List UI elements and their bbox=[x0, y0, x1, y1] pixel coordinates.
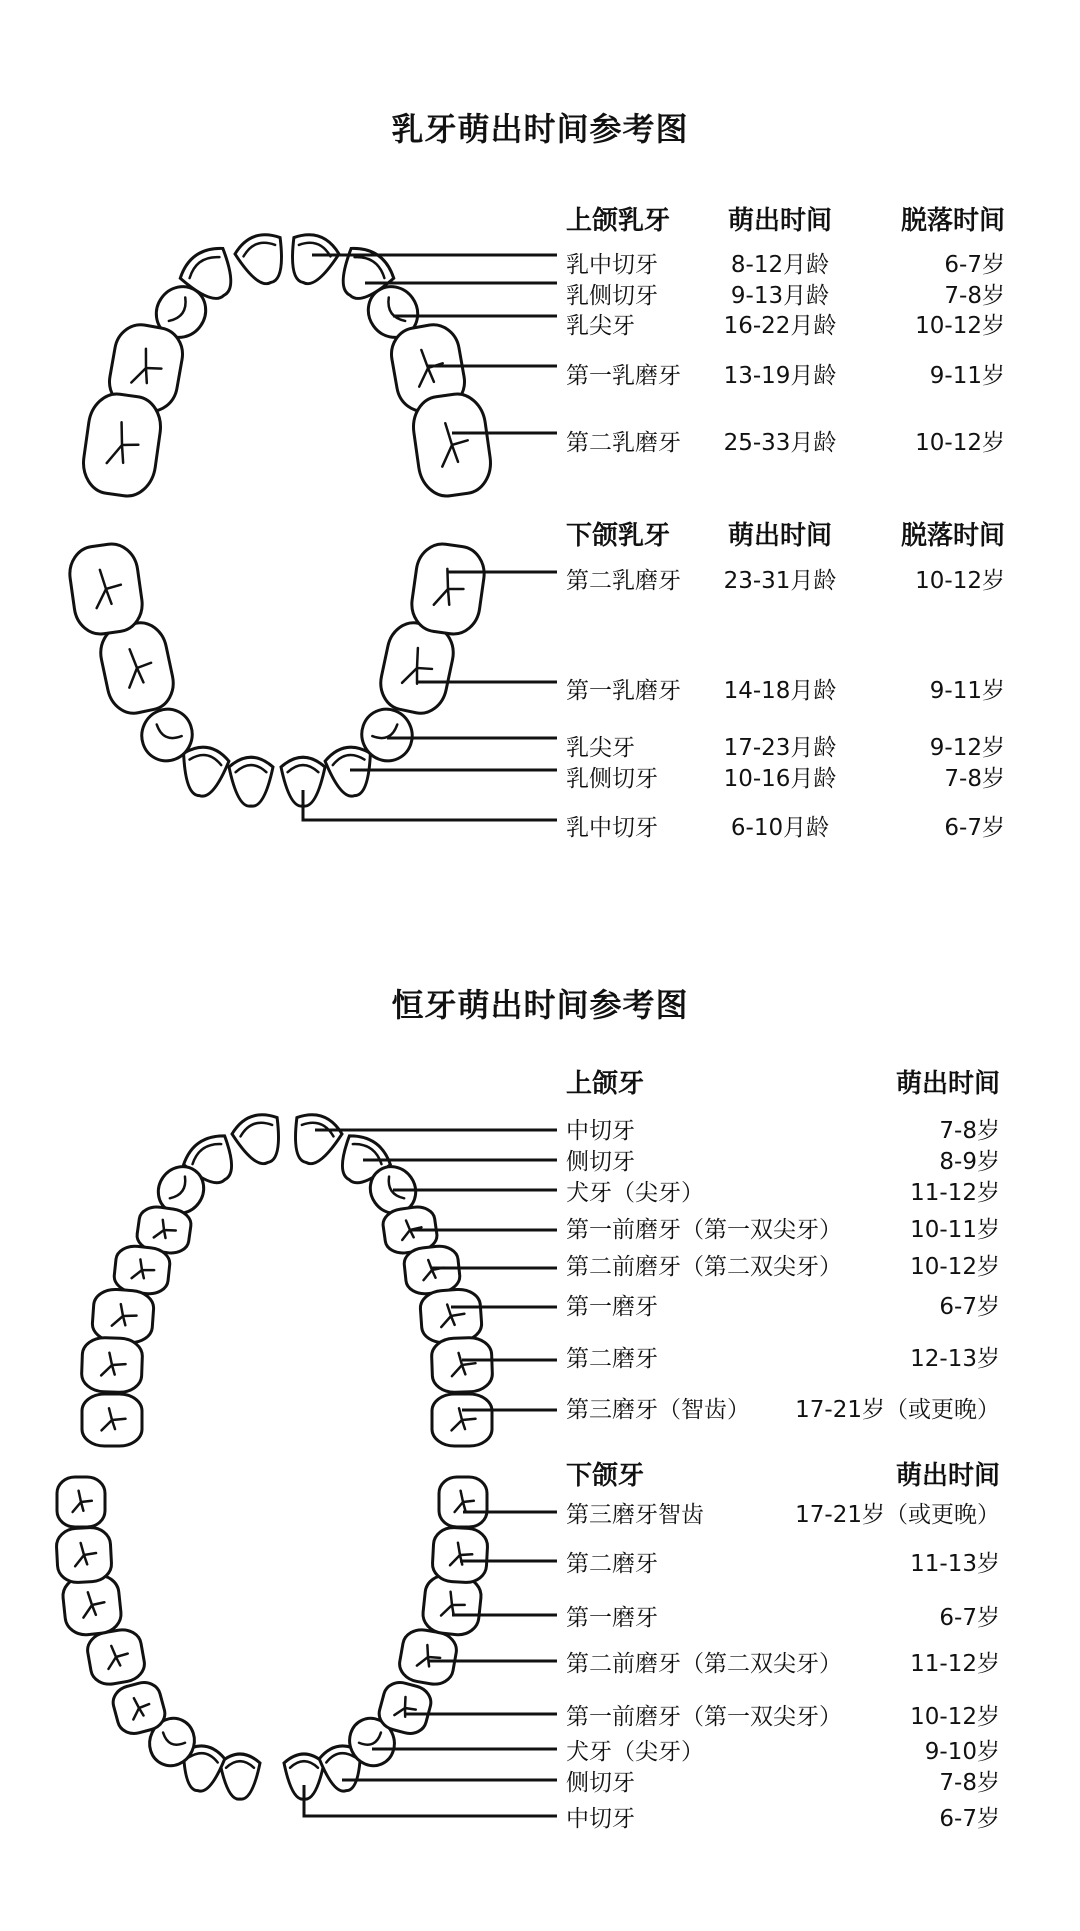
primary-upper-tooth bbox=[409, 390, 494, 499]
permanent-upper-arch bbox=[81, 1108, 557, 1446]
tooth-name: 乳尖牙 bbox=[566, 313, 635, 339]
eruption-time: 17-21岁（或更晚） bbox=[795, 1397, 1000, 1423]
permanent-lower-tooth bbox=[432, 1527, 489, 1584]
eruption-time: 6-7岁 bbox=[939, 1294, 1000, 1320]
tooth-name: 第二磨牙 bbox=[566, 1551, 658, 1577]
tooth-name: 第三磨牙（智齿） bbox=[566, 1397, 750, 1423]
tooth-name: 侧切牙 bbox=[566, 1149, 635, 1175]
tooth-name: 乳中切牙 bbox=[566, 252, 658, 278]
permanent-upper-tooth bbox=[284, 1108, 346, 1170]
shedding-time: 7-8岁 bbox=[944, 766, 1005, 792]
tooth-name: 乳侧切牙 bbox=[566, 283, 658, 309]
permanent-lower-tooth bbox=[439, 1477, 487, 1527]
primary-upper-header-shedding: 脱落时间 bbox=[900, 206, 1005, 236]
eruption-time: 7-8岁 bbox=[939, 1770, 1000, 1796]
primary-teeth-title: 乳牙萌出时间参考图 bbox=[391, 110, 689, 148]
permanent-upper-tooth bbox=[91, 1288, 154, 1344]
primary-lower-tooth bbox=[66, 541, 146, 638]
eruption-time: 10-16月龄 bbox=[723, 766, 837, 792]
permanent-lower-tooth bbox=[220, 1754, 260, 1799]
permanent-lower-tooth bbox=[85, 1627, 147, 1688]
permanent-lower-tooth bbox=[56, 1527, 113, 1584]
shedding-time: 6-7岁 bbox=[944, 252, 1005, 278]
shedding-time: 9-11岁 bbox=[929, 363, 1005, 389]
tooth-name: 侧切牙 bbox=[566, 1770, 635, 1796]
permanent-upper-tooth bbox=[113, 1244, 172, 1295]
primary-lower-header-tooth: 下颌乳牙 bbox=[566, 521, 671, 551]
eruption-time: 25-33月龄 bbox=[723, 430, 837, 456]
primary-upper-tooth bbox=[232, 228, 294, 290]
eruption-time: 23-31月龄 bbox=[723, 568, 837, 594]
tooth-name: 第一磨牙 bbox=[566, 1605, 658, 1631]
permanent-upper-header-tooth: 上颌牙 bbox=[566, 1069, 645, 1099]
primary-lower-header-eruption: 萌出时间 bbox=[727, 521, 832, 551]
permanent-upper-tooth bbox=[432, 1394, 492, 1446]
tooth-name: 乳侧切牙 bbox=[566, 766, 658, 792]
tooth-name: 中切牙 bbox=[566, 1806, 635, 1832]
eruption-time: 6-7岁 bbox=[939, 1806, 1000, 1832]
shedding-time: 6-7岁 bbox=[944, 815, 1005, 841]
primary-upper-arch bbox=[79, 228, 557, 499]
permanent-lower-arch bbox=[56, 1477, 557, 1816]
eruption-time: 13-19月龄 bbox=[723, 363, 837, 389]
eruption-time: 11-12岁 bbox=[910, 1651, 1000, 1677]
eruption-time: 11-12岁 bbox=[910, 1180, 1000, 1206]
primary-lower-header-shedding: 脱落时间 bbox=[900, 521, 1005, 551]
tooth-name: 中切牙 bbox=[566, 1118, 635, 1144]
pointer-line bbox=[303, 790, 557, 820]
tooth-name: 第二磨牙 bbox=[566, 1346, 658, 1372]
eruption-time: 16-22月龄 bbox=[723, 313, 837, 339]
eruption-time: 6-7岁 bbox=[939, 1605, 1000, 1631]
eruption-time: 8-12月龄 bbox=[730, 252, 830, 278]
eruption-time: 7-8岁 bbox=[939, 1118, 1000, 1144]
shedding-time: 9-11岁 bbox=[929, 678, 1005, 704]
eruption-time: 9-10岁 bbox=[924, 1739, 1000, 1765]
primary-lower-arch bbox=[66, 541, 557, 820]
eruption-time: 17-21岁（或更晚） bbox=[795, 1502, 1000, 1528]
shedding-time: 9-12岁 bbox=[929, 735, 1005, 761]
eruption-time: 11-13岁 bbox=[910, 1551, 1000, 1577]
tooth-name: 第二前磨牙（第二双尖牙） bbox=[566, 1651, 842, 1677]
tooth-name: 第一磨牙 bbox=[566, 1294, 658, 1320]
primary-lower-tooth bbox=[408, 541, 488, 638]
permanent-lower-tooth bbox=[397, 1627, 459, 1688]
eruption-time: 10-11岁 bbox=[910, 1217, 1000, 1243]
permanent-lower-tooth bbox=[57, 1477, 105, 1527]
tooth-name: 第二乳磨牙 bbox=[566, 568, 681, 594]
tooth-name: 第一乳磨牙 bbox=[566, 678, 681, 704]
tooth-name: 第一前磨牙（第一双尖牙） bbox=[566, 1704, 842, 1730]
eruption-time: 10-12岁 bbox=[910, 1704, 1000, 1730]
eruption-time: 8-9岁 bbox=[939, 1149, 1000, 1175]
tooth-name: 犬牙（尖牙） bbox=[566, 1180, 704, 1206]
permanent-upper-tooth bbox=[403, 1244, 462, 1295]
permanent-upper-tooth bbox=[229, 1108, 291, 1170]
permanent-upper-tooth bbox=[82, 1394, 142, 1446]
eruption-time: 12-13岁 bbox=[910, 1346, 1000, 1372]
eruption-time: 10-12岁 bbox=[910, 1254, 1000, 1280]
permanent-upper-header-eruption: 萌出时间 bbox=[895, 1069, 1000, 1099]
eruption-time: 6-10月龄 bbox=[730, 815, 830, 841]
permanent-upper-tooth bbox=[419, 1288, 482, 1344]
primary-upper-tooth bbox=[79, 390, 164, 499]
permanent-upper-tooth bbox=[431, 1337, 493, 1393]
tooth-name: 第一前磨牙（第一双尖牙） bbox=[566, 1217, 842, 1243]
tooth-name: 乳尖牙 bbox=[566, 735, 635, 761]
permanent-upper-tooth bbox=[81, 1337, 143, 1393]
eruption-time: 14-18月龄 bbox=[723, 678, 837, 704]
tooth-name: 犬牙（尖牙） bbox=[566, 1739, 704, 1765]
tooth-name: 乳中切牙 bbox=[566, 815, 658, 841]
tooth-name: 第一乳磨牙 bbox=[566, 363, 681, 389]
eruption-time: 9-13月龄 bbox=[730, 283, 830, 309]
primary-upper-header-eruption: 萌出时间 bbox=[727, 206, 832, 236]
tooth-name: 第二乳磨牙 bbox=[566, 430, 681, 456]
permanent-lower-header-eruption: 萌出时间 bbox=[895, 1461, 1000, 1491]
shedding-time: 7-8岁 bbox=[944, 283, 1005, 309]
permanent-lower-header-tooth: 下颌牙 bbox=[566, 1461, 645, 1491]
shedding-time: 10-12岁 bbox=[915, 313, 1005, 339]
shedding-time: 10-12岁 bbox=[915, 568, 1005, 594]
primary-lower-tooth bbox=[229, 757, 273, 806]
primary-upper-header-tooth: 上颌乳牙 bbox=[566, 206, 671, 236]
tooth-name: 第二前磨牙（第二双尖牙） bbox=[566, 1254, 842, 1280]
primary-upper-tooth bbox=[281, 228, 343, 290]
permanent-teeth-title: 恒牙萌出时间参考图 bbox=[391, 986, 689, 1024]
tooth-name: 第三磨牙智齿 bbox=[566, 1502, 704, 1528]
shedding-time: 10-12岁 bbox=[915, 430, 1005, 456]
eruption-time: 17-23月龄 bbox=[723, 735, 837, 761]
